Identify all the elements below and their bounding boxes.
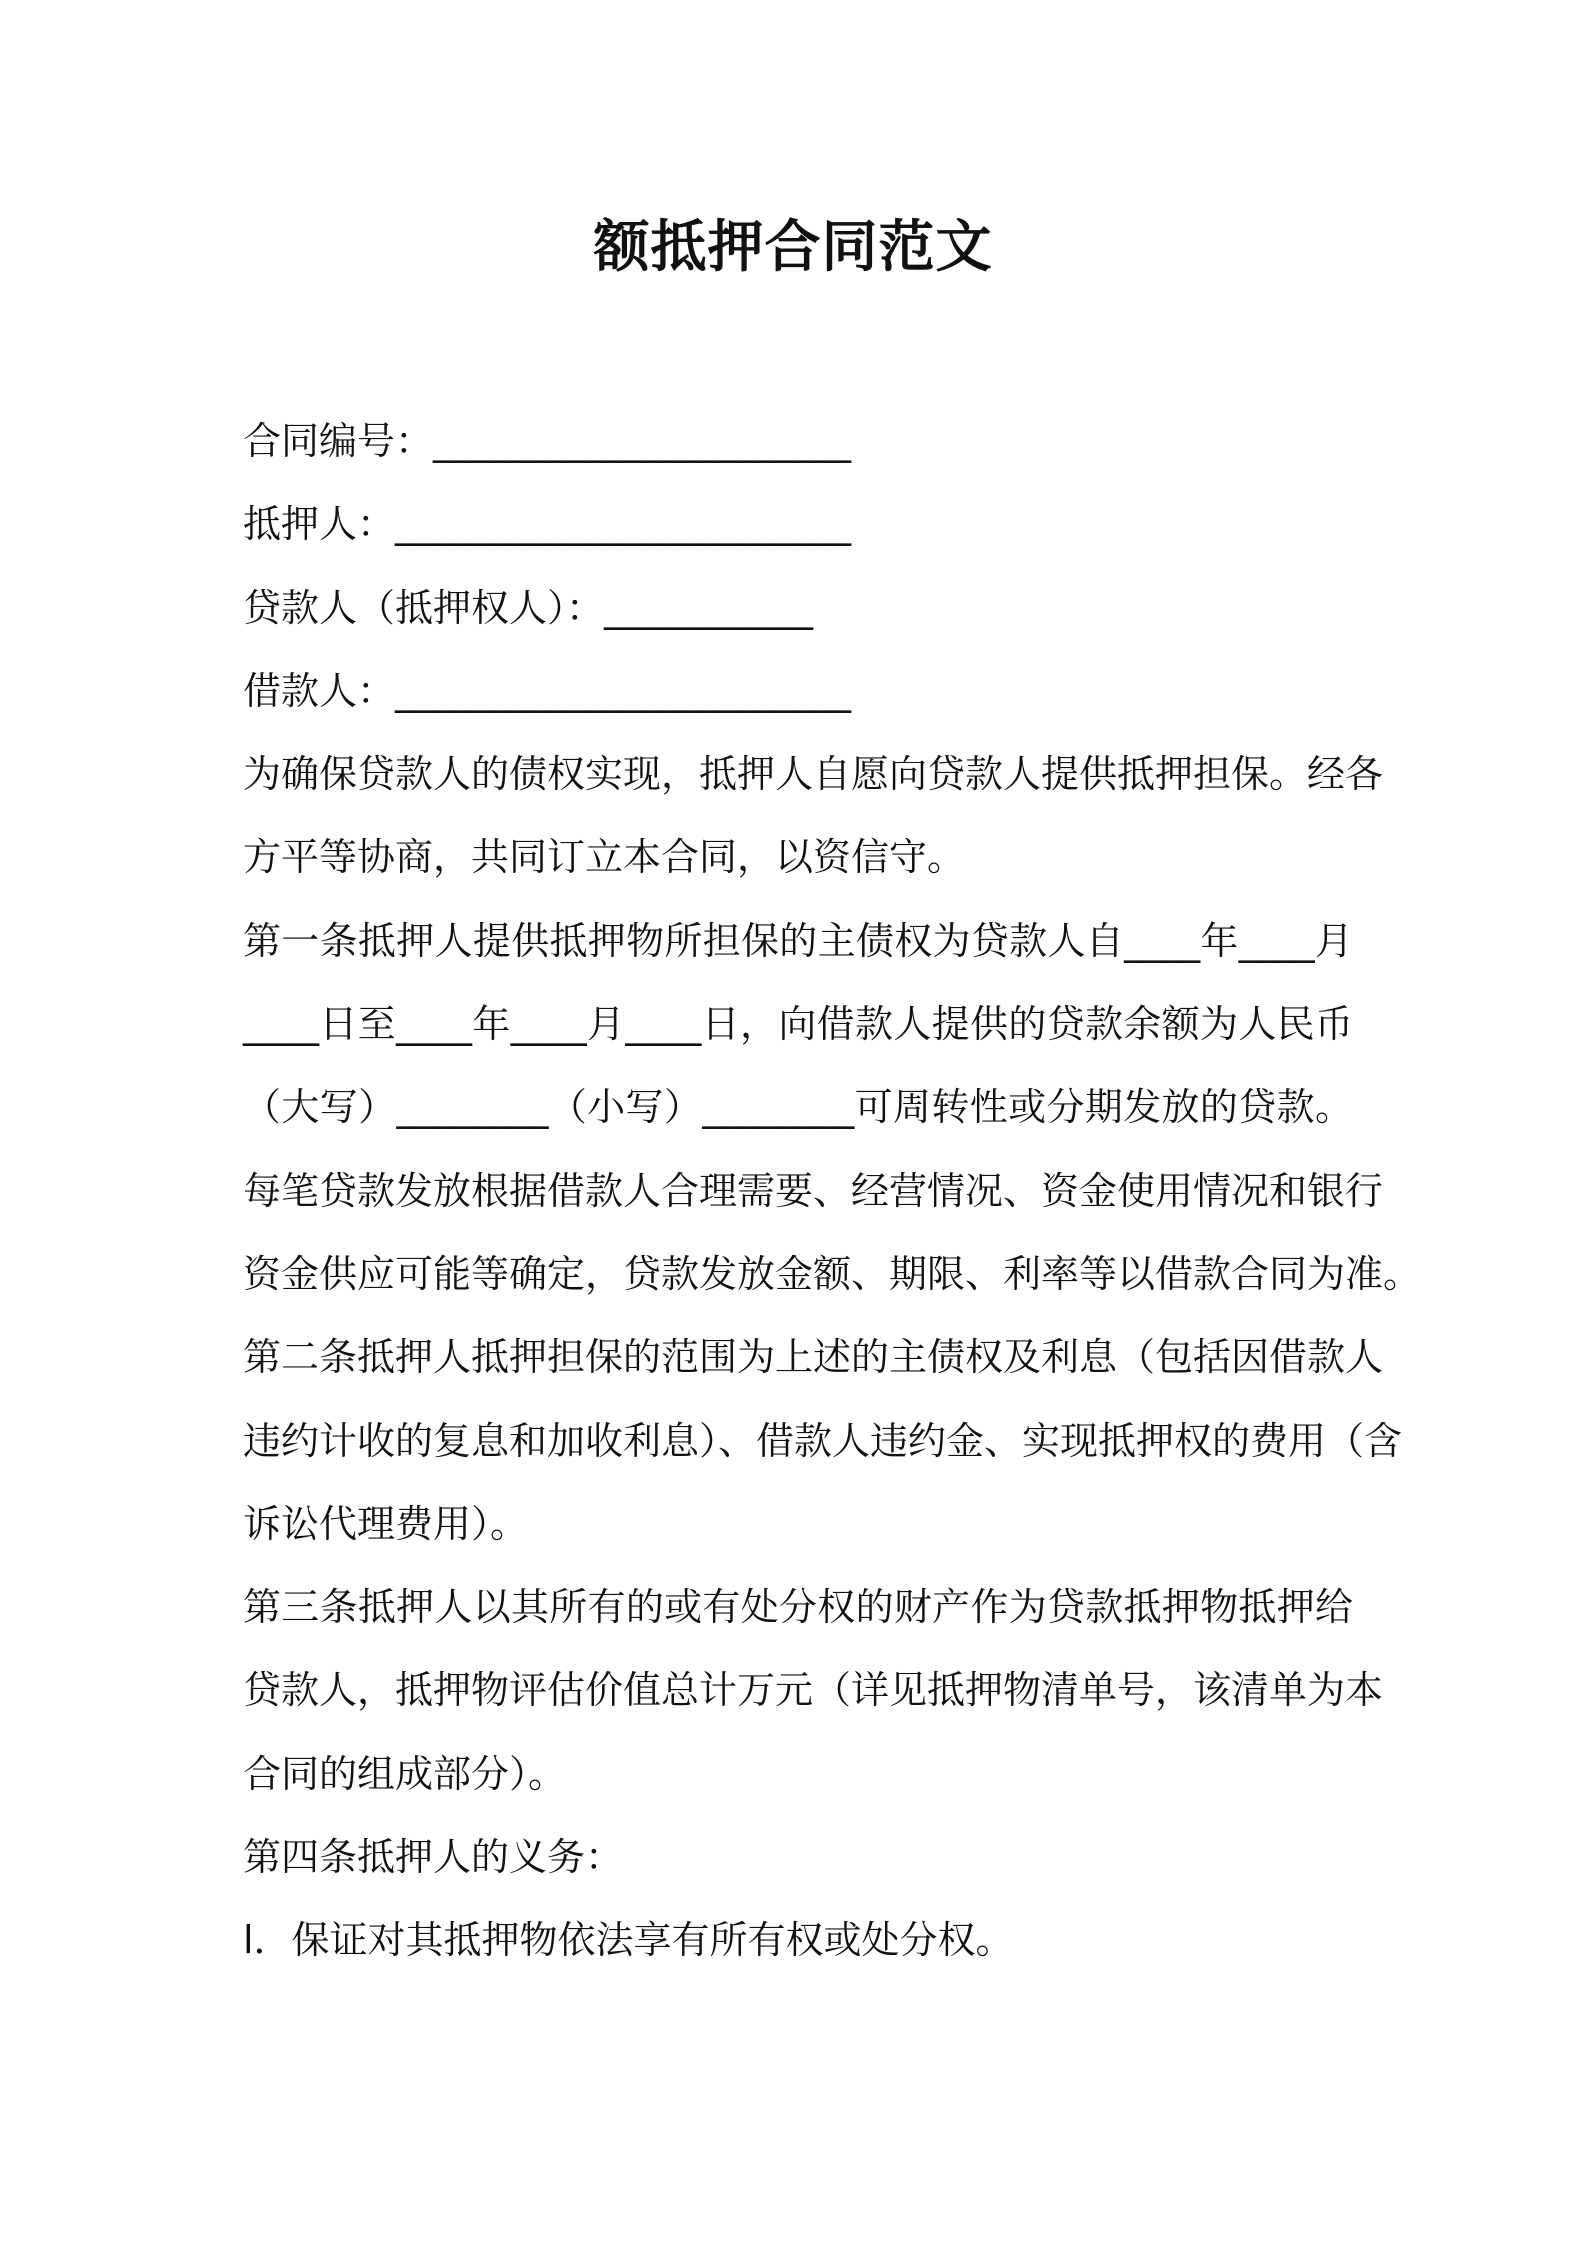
article-2-line-1: 第二条抵押人抵押担保的范围为上述的主债权及利息（包括因借款人	[243, 1335, 1384, 1380]
article-1-line-2: ____日至____年____月____日，向借款人提供的贷款余额为人民币	[243, 1002, 1353, 1047]
article-2-line-3: 诉讼代理费用）。	[243, 1501, 529, 1546]
article-1-line-1: 第一条抵押人提供抵押物所担保的主债权为贷款人自____年____月	[243, 918, 1353, 963]
article-1-line-5: 资金供应可能等确定，贷款发放金额、期限、利率等以借款合同为准。	[243, 1251, 1422, 1296]
borrower-line: 借款人：________________________	[243, 668, 852, 713]
article-3-line-2: 贷款人，抵押物评估价值总计万元（详见抵押物清单号，该清单为本	[243, 1668, 1384, 1713]
lender-line: 贷款人（抵押权人）：___________	[243, 585, 814, 630]
article-4-heading: 第四条抵押人的义务：	[243, 1835, 624, 1880]
mortgagor-line: 抵押人：________________________	[243, 502, 852, 547]
article-3-line-1: 第三条抵押人以其所有的或有处分权的财产作为贷款抵押物抵押给	[243, 1585, 1353, 1630]
article-1-line-4: 每笔贷款发放根据借款人合理需要、经营情况、资金使用情况和银行	[243, 1168, 1384, 1213]
article-1-line-3: （大写）________（小写）________可周转性或分期发放的贷款。	[243, 1085, 1353, 1130]
document-body	[243, 400, 1422, 1983]
article-3-line-3: 合同的组成部分）。	[243, 1751, 567, 1796]
contract-number-line: 合同编号：______________________	[243, 419, 852, 463]
document-title: 额抵押合同范文	[593, 215, 993, 280]
article-2-line-2: 违约计收的复息和加收利息）、借款人违约金、实现抵押权的费用（含	[243, 1418, 1403, 1463]
preamble-line-2: 方平等协商，共同订立本合同，以资信守。	[243, 835, 966, 880]
article-4-item-1: l．保证对其抵押物依法享有所有权或处分权。	[243, 1918, 1014, 1963]
preamble-line-1: 为确保贷款人的债权实现，抵押人自愿向贷款人提供抵押担保。经各	[243, 752, 1384, 797]
